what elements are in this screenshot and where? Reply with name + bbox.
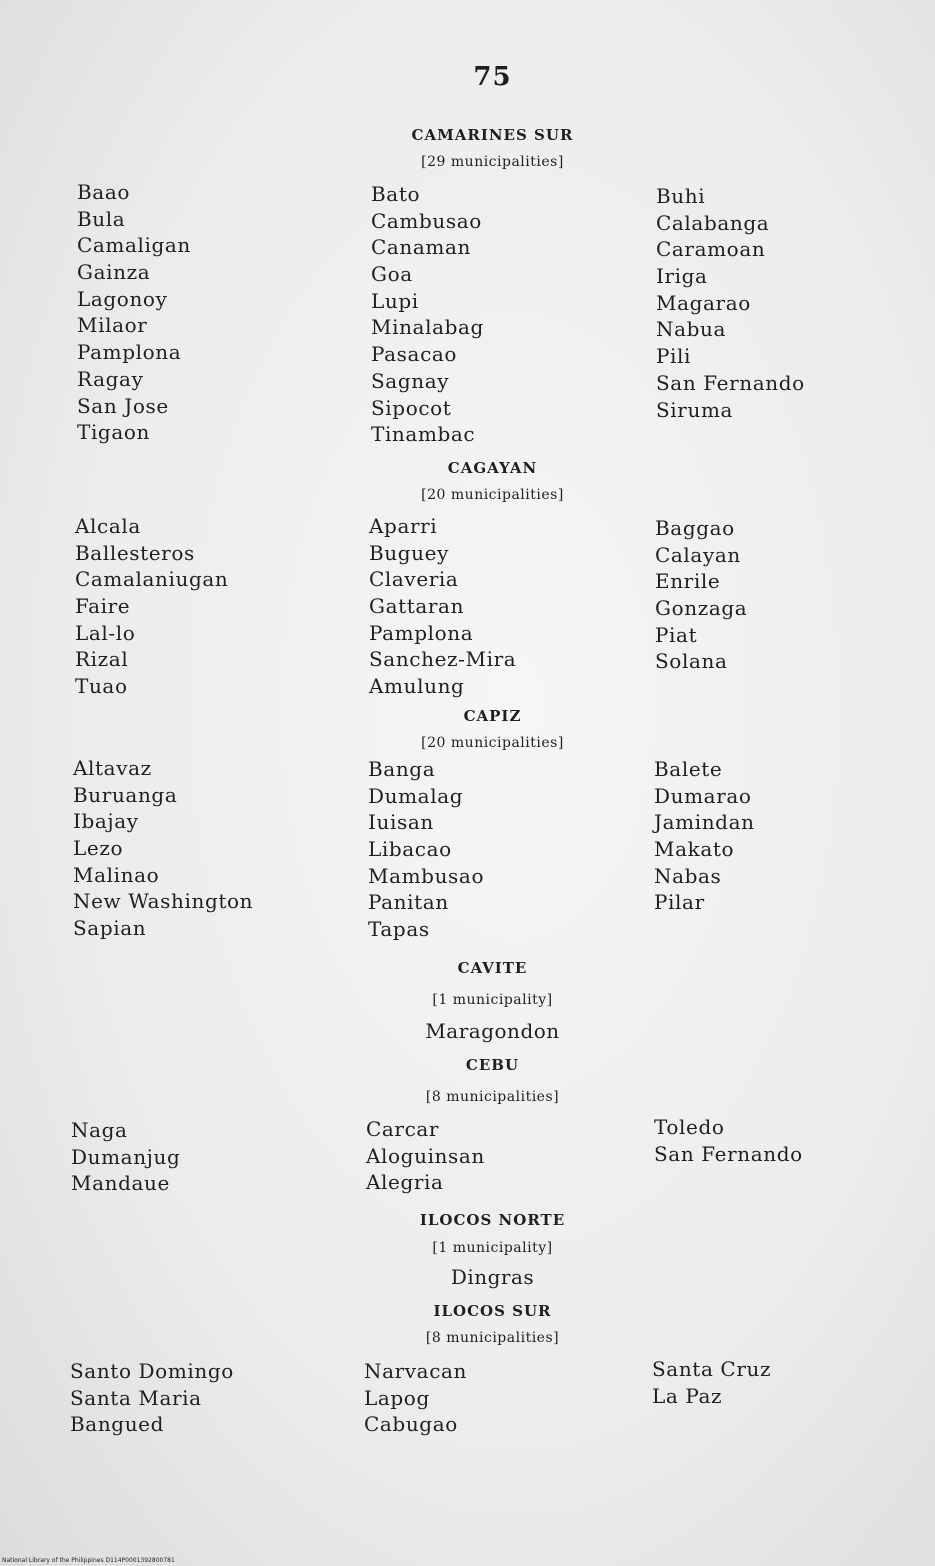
cagayan-column-1: [75, 513, 228, 700]
municipality-name: Nabas: [654, 863, 722, 888]
municipality-name: Naga: [71, 1118, 128, 1142]
municipality-name: Pilar: [654, 890, 705, 915]
municipality-name: Narvacan: [364, 1359, 468, 1383]
section-title-cavite: CAVITE: [457, 959, 528, 977]
municipality-name: Caramoan: [656, 237, 766, 262]
municipality-name: Pili: [656, 344, 692, 369]
municipality-name: Cabugao: [364, 1412, 458, 1437]
capiz-column-1: [73, 755, 253, 942]
municipality-name: Piat: [655, 622, 698, 647]
municipality-name: Buguey: [369, 540, 449, 565]
municipality-name: Enrile: [655, 569, 721, 594]
municipality-name: Alcala: [75, 514, 141, 538]
municipality-name: Iriga: [656, 264, 708, 289]
municipality-name: Buhi: [656, 184, 706, 208]
camarines-sur-column-1: [77, 179, 191, 446]
municipality-name: Pamplona: [369, 620, 474, 645]
municipality-name: Libacao: [368, 837, 452, 862]
municipality-name: Ibajay: [73, 809, 139, 834]
section-title-cebu: CEBU: [465, 1056, 520, 1074]
municipality-name: Jamindan: [654, 810, 755, 835]
ilocos-sur-column-2: [364, 1358, 467, 1438]
section-count-ilocos-sur: [8 municipalities]: [425, 1330, 560, 1346]
municipality-name: Toledo: [654, 1115, 725, 1139]
municipality-name: Ragay: [77, 366, 144, 391]
section-title-capiz: CAPIZ: [463, 707, 522, 725]
library-footer: National Library of the Philippines D114P0001392800781: [2, 1557, 175, 1564]
municipality-name: Alegria: [366, 1170, 444, 1195]
capiz-column-2: [368, 756, 484, 943]
cebu-column-2: [366, 1116, 485, 1196]
municipality-name: San Fernando: [654, 1141, 803, 1166]
municipality-name: Ballesteros: [75, 540, 195, 565]
municipality-name: Camaligan: [77, 233, 191, 258]
municipality-name: La Paz: [652, 1383, 723, 1408]
municipality-name: Dumarao: [654, 783, 752, 808]
municipality-name: Santa Maria: [70, 1385, 202, 1410]
municipality-name: Santo Domingo: [70, 1359, 234, 1383]
municipality-name: Cambusao: [371, 208, 482, 233]
ilocos-norte-municipality: Dingras: [450, 1265, 535, 1289]
municipality-name: Mandaue: [71, 1171, 170, 1196]
municipality-name: Milaor: [77, 313, 148, 338]
municipality-name: Panitan: [368, 890, 449, 915]
municipality-name: Calayan: [655, 542, 741, 567]
municipality-name: Aloguinsan: [366, 1143, 485, 1168]
municipality-name: Malinao: [73, 862, 160, 887]
municipality-name: Tuao: [75, 674, 128, 699]
municipality-name: Altavaz: [73, 756, 152, 780]
municipality-name: Rizal: [75, 647, 129, 672]
capiz-column-3: [654, 756, 755, 916]
municipality-name: Faire: [75, 594, 131, 619]
camarines-sur-column-2: [371, 181, 484, 448]
cagayan-column-3: [655, 515, 747, 675]
municipality-name: Baao: [77, 180, 130, 204]
municipality-name: Pamplona: [77, 340, 182, 365]
section-title-ilocos-sur: ILOCOS SUR: [433, 1302, 552, 1320]
municipality-name: Pasacao: [371, 342, 458, 367]
municipality-name: Lal-lo: [75, 620, 136, 645]
municipality-name: Lupi: [371, 288, 419, 313]
municipality-name: Calabanga: [656, 210, 770, 235]
municipality-name: New Washington: [73, 889, 254, 914]
cavite-municipality: Maragondon: [425, 1019, 560, 1043]
municipality-name: Makato: [654, 837, 735, 862]
section-count-ilocos-norte: [1 municipality]: [432, 1240, 553, 1256]
municipality-name: Gattaran: [369, 594, 465, 619]
cebu-column-3: [654, 1114, 803, 1167]
municipality-name: Minalabag: [371, 315, 484, 340]
municipality-name: Lapog: [364, 1385, 430, 1410]
municipality-name: Claveria: [369, 567, 459, 592]
page-number: 75: [473, 62, 512, 92]
municipality-name: Sagnay: [371, 368, 450, 393]
ilocos-sur-column-1: [70, 1358, 234, 1438]
section-count-cebu: [8 municipalities]: [425, 1089, 560, 1105]
section-count-cagayan: [20 municipalities]: [421, 487, 564, 503]
section-count-capiz: [20 municipalities]: [421, 735, 564, 751]
municipality-name: Camalaniugan: [75, 567, 229, 592]
municipality-name: Carcar: [366, 1117, 440, 1141]
municipality-name: Sapian: [73, 916, 147, 941]
municipality-name: Aparri: [369, 514, 438, 538]
municipality-name: Baggao: [655, 516, 735, 540]
municipality-name: Lezo: [73, 836, 124, 861]
municipality-name: Magarao: [656, 290, 751, 315]
municipality-name: Siruma: [656, 397, 734, 422]
cebu-column-1: [71, 1117, 180, 1197]
section-title-ilocos-norte: ILOCOS NORTE: [419, 1211, 566, 1229]
municipality-name: Canaman: [371, 235, 472, 260]
section-title-camarines-sur: CAMARINES SUR: [411, 126, 574, 144]
municipality-name: Lagonoy: [77, 286, 168, 311]
municipality-name: Balete: [654, 757, 723, 781]
ilocos-sur-column-3: [652, 1356, 771, 1409]
municipality-name: Tinambac: [371, 422, 476, 447]
camarines-sur-column-3: [656, 183, 805, 423]
section-title-cagayan: CAGAYAN: [447, 459, 538, 477]
municipality-name: Buruanga: [73, 782, 178, 807]
municipality-name: Tapas: [368, 917, 430, 942]
section-count-cavite: [1 municipality]: [432, 992, 553, 1008]
municipality-name: Mambusao: [368, 863, 485, 888]
municipality-name: Goa: [371, 262, 413, 287]
municipality-name: Nabua: [656, 317, 727, 342]
municipality-name: Dumanjug: [71, 1144, 181, 1169]
municipality-name: Gainza: [77, 260, 151, 285]
section-count-camarines-sur: [29 municipalities]: [421, 154, 564, 170]
municipality-name: Bato: [371, 182, 421, 206]
municipality-name: Bangued: [70, 1412, 165, 1437]
municipality-name: Tigaon: [77, 420, 150, 445]
municipality-name: Sanchez-Mira: [369, 647, 517, 672]
municipality-name: San Jose: [77, 393, 169, 418]
cagayan-column-2: [369, 513, 516, 700]
municipality-name: Solana: [655, 649, 728, 674]
municipality-name: Santa Cruz: [652, 1357, 772, 1381]
municipality-name: Bula: [77, 206, 126, 231]
municipality-name: Amulung: [369, 674, 465, 699]
municipality-name: Banga: [368, 757, 436, 781]
municipality-name: Dumalag: [368, 783, 464, 808]
municipality-name: Sipocot: [371, 395, 452, 420]
municipality-name: Iuisan: [368, 810, 434, 835]
municipality-name: San Fernando: [656, 370, 805, 395]
municipality-name: Gonzaga: [655, 596, 748, 621]
